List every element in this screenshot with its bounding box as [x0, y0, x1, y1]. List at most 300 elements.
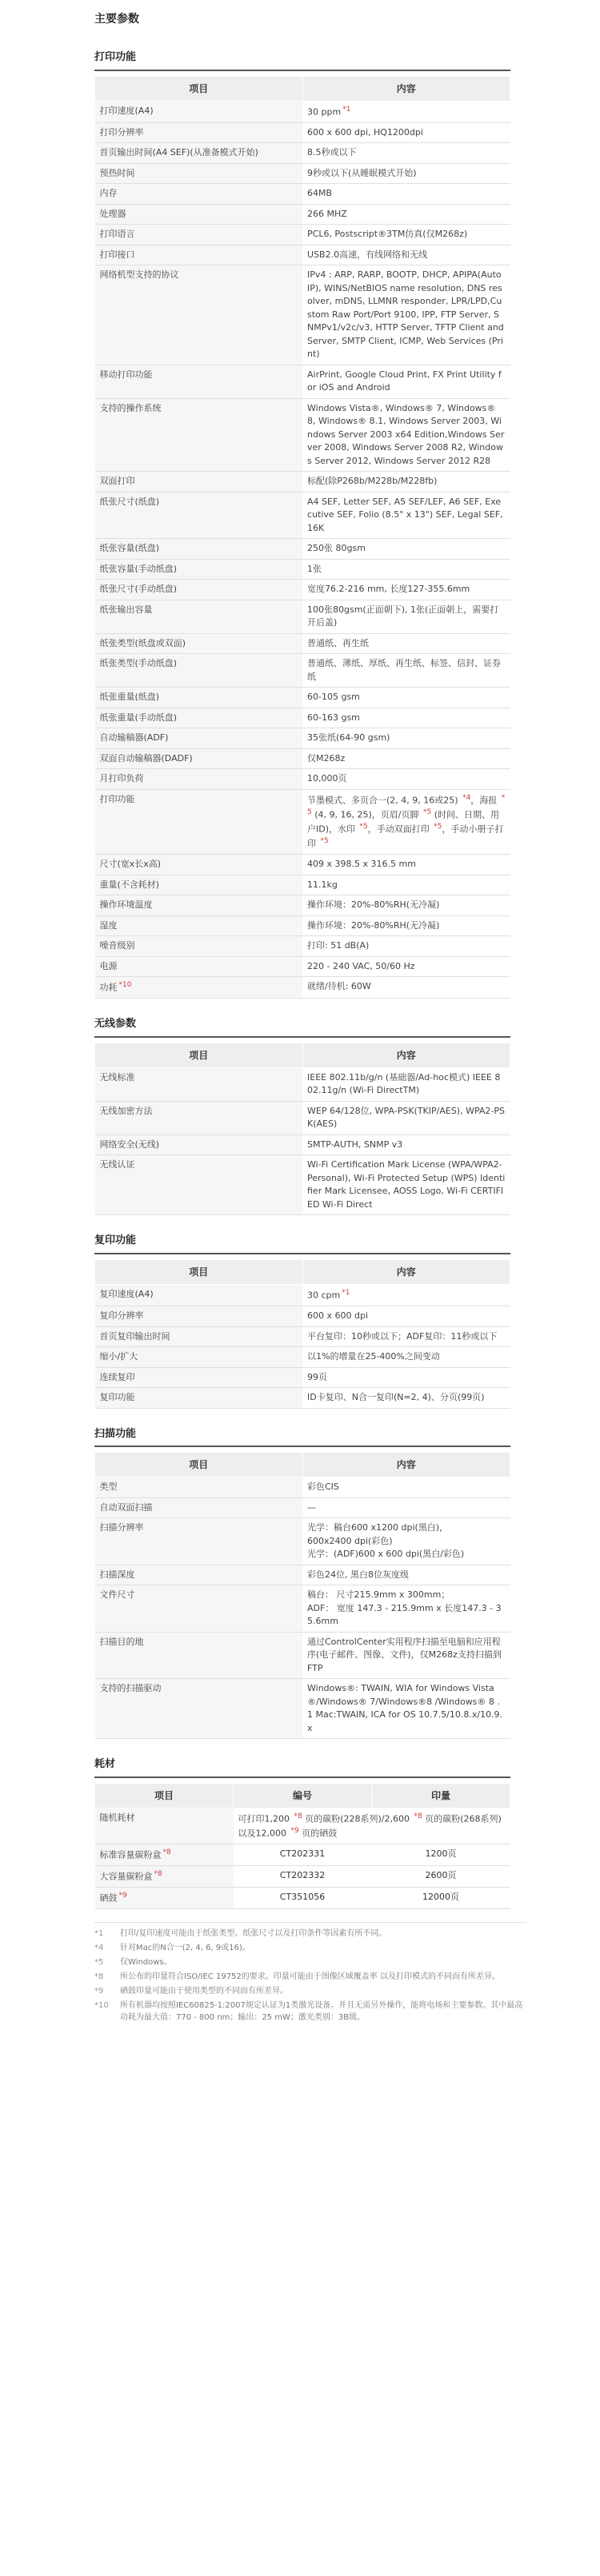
row-key-text: 支持的操作系统 — [99, 402, 162, 413]
table-row — [95, 875, 510, 895]
row-key-text: 复印速度(A4) — [99, 1288, 154, 1299]
row-value-text: PCL6, Postscript®3TM仿真(仅M268z) — [307, 229, 468, 240]
row-key — [95, 855, 303, 875]
row-value-text: 99页 — [307, 1371, 327, 1382]
table-row — [95, 1888, 510, 1909]
table-row — [95, 1155, 510, 1215]
row-value — [302, 365, 510, 398]
footnote-key: *5 — [94, 1958, 104, 1968]
footnote-key: *4 — [94, 1944, 104, 1953]
row-key-text: 纸张尺寸(纸盘) — [99, 496, 160, 507]
row-key — [95, 1585, 303, 1633]
row-key — [95, 559, 303, 580]
row-value-text: 60-105 gsm — [307, 692, 360, 703]
footnote-marker: *5 — [434, 822, 442, 831]
row-key-text: 纸张重量(纸盘) — [99, 692, 160, 703]
row-value — [302, 1497, 510, 1518]
row-value-text: ID卡复印、N合一复印(N=2, 4)、分页(99页) — [307, 1392, 485, 1403]
row-key-text: 扫描目的地 — [99, 1636, 144, 1647]
row-value — [302, 915, 510, 936]
table-row — [95, 398, 510, 472]
table-row — [95, 492, 510, 539]
row-key — [95, 1518, 303, 1565]
row-value — [302, 748, 510, 769]
row-value-text: 9秒或以下(从睡眠模式开始) — [307, 167, 417, 178]
row-value — [302, 1565, 510, 1585]
table-row — [95, 600, 510, 633]
footnote-marker: *1 — [342, 1288, 350, 1297]
row-key-text: 纸张容量(手动纸盘) — [99, 563, 178, 574]
table-row — [95, 748, 510, 769]
row-key-text: 尺寸(宽x长x高) — [99, 859, 162, 870]
table-row — [95, 789, 510, 855]
row-value — [302, 1632, 510, 1679]
table-head — [95, 1259, 510, 1284]
row-key — [95, 365, 303, 398]
footnote-item — [94, 1928, 526, 1940]
row-key-text: 湿度 — [99, 919, 118, 931]
row-value — [302, 895, 510, 916]
footnote-marker: *9 — [290, 1826, 299, 1835]
table-row — [95, 708, 510, 728]
footnote-marker: *5 — [359, 822, 368, 831]
row-value-text: 宽度76.2-216 mm, 长度127-355.6mm — [307, 584, 470, 595]
row-value-text: 600 x 600 dpi — [307, 1310, 369, 1322]
row-value: 节墨模式、多页合一(2, 4, 9, 16或25) $^{*4}$，海报 $^{*5}$ (4, 9, 16, 25)，页眉/页脚 $^{*5}$ (时间、日期、用户ID)，水印 $^{*5}$，手动双面打印 $^{*5}$，手动小册子打印 $^{*5}$ — [302, 789, 510, 855]
section-title: 扫描功能 — [94, 1426, 510, 1448]
row-key-text: 网络机型支持的协议 — [99, 269, 179, 281]
row-value — [302, 472, 510, 492]
table-row — [95, 1565, 510, 1585]
table-row — [95, 122, 510, 143]
row-value — [302, 708, 510, 728]
row-key — [95, 101, 303, 122]
row-key — [95, 977, 303, 999]
row-value — [302, 539, 510, 560]
row-value-text: A4 SEF, Letter SEF, A5 SEF/LEF, A6 SEF, Executive SEF, Folio (8.5" x 13") SEF, Legal SEF, 16K — [307, 496, 503, 533]
supplies-table — [94, 1783, 510, 1910]
row-value-text: 220 - 240 VAC, 50/60 Hz — [307, 960, 415, 971]
table-row — [95, 1679, 510, 1739]
table-body — [95, 101, 510, 999]
table-row — [95, 184, 510, 205]
footnote-text: 所有机器均按照IEC60825-1:2007规定认证为1类激光设备。并且无需另外操作，能将电场和主要参数。其中最高功耗为最大值：770 - 800 nm；输出：25 mW；激光类别：3B级。 — [120, 2001, 523, 2023]
row-value — [302, 1679, 510, 1739]
row-value — [302, 163, 510, 184]
row-key-text: 纸张重量(手动纸盘) — [99, 712, 178, 723]
row-key — [95, 1067, 303, 1101]
section-title: 复印功能 — [94, 1233, 510, 1254]
footnote-key: *10 — [94, 2001, 109, 2011]
row-key: 随机耗材 — [95, 1808, 234, 1844]
row-key — [95, 633, 303, 654]
row-key — [95, 143, 303, 164]
footnote-marker: *8 — [294, 1812, 302, 1820]
row-key — [95, 728, 303, 749]
footnote-marker: *1 — [342, 105, 351, 114]
row-value-text: IPv4 : ARP, RARP, BOOTP, DHCP, APIPA(Auto IP), WINS/NetBIOS name resolution, DNS resolver, mDNS, LLMNR responder, LPR/LPD,Custom Raw Port/Port 9100, IPP, FTP Server, SNMPv1/v2c/v3, HTTP Server, TFTP Client and Server, SMTP Client, ICMP, Web Services (Print) — [307, 269, 504, 360]
footnote-marker: *5 — [307, 793, 506, 816]
table-body — [95, 1067, 510, 1215]
table-header-row — [95, 1783, 510, 1808]
row-value-text: USB2.0高速，有线网络和无线 — [307, 249, 428, 260]
row-value — [302, 1388, 510, 1409]
table-row — [95, 855, 510, 875]
row-value — [302, 1134, 510, 1155]
row-key — [95, 1565, 303, 1585]
row-value — [302, 559, 510, 580]
row-value — [302, 1067, 510, 1101]
table-row — [95, 163, 510, 184]
row-value — [302, 492, 510, 539]
row-value — [302, 728, 510, 749]
row-value-text: 仅M268z — [307, 752, 346, 764]
row-key-text: 打印语言 — [99, 229, 135, 240]
table-row — [95, 1067, 510, 1101]
footnote-text: 针对Mac的N合一(2, 4, 6, 9或16)。 — [120, 1944, 250, 1953]
row-value-text: Wi-Fi Certification Mark License (WPA/WPA2-Personal), Wi-Fi Protected Setup (WPS) Identifier Mark Licensee, AOSS Logo, Wi-Fi CERTIFIED Wi-Fi Direct — [307, 1159, 506, 1210]
spec-section-print — [94, 50, 510, 999]
table-header-cell: 项目 — [95, 76, 303, 101]
footnote-key: *8 — [94, 1972, 104, 1982]
table-row — [95, 580, 510, 600]
row-value — [302, 143, 510, 164]
row-value-text: 35张纸(64-90 gsm) — [307, 732, 390, 744]
table-row — [95, 769, 510, 790]
table-header-cell: 内容 — [302, 76, 510, 101]
row-key-text: 处理器 — [99, 208, 126, 219]
row-value-text: 操作环境：20%-80%RH(无冷凝) — [307, 899, 440, 911]
row-yield: 2600页 — [372, 1866, 510, 1888]
row-key-text: 打印功能 — [99, 793, 135, 804]
row-key — [95, 265, 303, 365]
row-key — [95, 600, 303, 633]
row-value-text: 11.1kg — [307, 879, 338, 890]
row-key — [95, 398, 303, 472]
row-key — [95, 1134, 303, 1155]
table-row — [95, 1388, 510, 1409]
row-value-text: 409 x 398.5 x 316.5 mm — [307, 859, 416, 870]
row-code: CT202331 — [234, 1844, 372, 1865]
row-value — [302, 688, 510, 708]
footnote-key: *9 — [94, 1987, 104, 1996]
footnotes — [94, 1922, 526, 2024]
table-row — [95, 1497, 510, 1518]
table-row — [95, 977, 510, 999]
row-code: CT351056 — [234, 1888, 372, 1909]
table-row — [95, 365, 510, 398]
row-key — [95, 1101, 303, 1134]
row-key — [95, 225, 303, 245]
row-value — [302, 769, 510, 790]
row-value — [302, 580, 510, 600]
row-value-text: 30 ppm — [307, 106, 342, 118]
row-value-text: 操作环境：20%-80%RH(无冷凝) — [307, 919, 440, 931]
row-value-text: 100张80gsm(正面朝下), 1张(正面朝上，需要打开后盖) — [307, 604, 499, 628]
table-row — [95, 1844, 510, 1865]
row-key — [95, 245, 303, 265]
row-key-text: 无线标准 — [99, 1071, 135, 1083]
row-value-text: 打印: 51 dB(A) — [307, 940, 370, 951]
table-header-cell: 内容 — [302, 1453, 510, 1477]
row-yield: 1200页 — [372, 1844, 510, 1865]
row-key — [95, 1888, 234, 1909]
spec-section-scan — [94, 1426, 510, 1740]
table-row — [95, 1306, 510, 1327]
table-row — [95, 225, 510, 245]
table-row — [95, 472, 510, 492]
spec-sections — [0, 50, 600, 1739]
row-value — [302, 1585, 510, 1633]
row-key — [95, 875, 303, 895]
row-key-text: 操作环境温度 — [99, 899, 153, 911]
footnote-key: *1 — [94, 1929, 104, 1939]
table-row — [95, 245, 510, 265]
row-key-text: 月打印负荷 — [99, 773, 144, 784]
row-value — [302, 1367, 510, 1388]
row-value — [302, 225, 510, 245]
row-value-text: 稿台： 尺寸215.9mm x 300mm； ADF： 宽度 147.3 - 215.9mm x 长度147.3 - 35.6mm — [307, 1589, 502, 1627]
supplies-table-body — [95, 1808, 510, 1909]
row-key-text: 网络安全(无线) — [99, 1138, 160, 1150]
table-header-cell: 内容 — [302, 1043, 510, 1067]
row-value — [302, 855, 510, 875]
row-key — [95, 748, 303, 769]
row-code: CT202332 — [234, 1866, 372, 1888]
footnote-marker: *8 — [154, 1870, 162, 1879]
table-row — [95, 1367, 510, 1388]
row-value-text: 普通纸、薄纸、厚纸、再生纸、标签、信封、证券纸 — [307, 658, 501, 682]
row-value: 可打印1,200 $^{*8}$ 页的碳粉(228系列)/2,600 $^{*8}$ 页的碳粉(268系列)以及12,000 $^{*9}$ 页的硒鼓 — [234, 1808, 510, 1844]
row-value-text: 8.5秒或以下 — [307, 147, 357, 158]
row-yield: 12000页 — [372, 1888, 510, 1909]
row-key — [95, 1155, 303, 1215]
table-row — [95, 1585, 510, 1633]
row-value — [302, 398, 510, 472]
row-value-text: 标配(除P268b/M228b/M228fb) — [307, 476, 438, 487]
table-row — [95, 915, 510, 936]
row-value-text: 1张 — [307, 563, 322, 574]
table-head — [95, 1043, 510, 1067]
row-value — [302, 1101, 510, 1134]
row-key — [95, 1866, 234, 1888]
row-key — [95, 915, 303, 936]
row-key — [95, 895, 303, 916]
row-value-text: 30 cpm — [307, 1290, 341, 1301]
row-key-text: 纸张类型(手动纸盘) — [99, 658, 178, 669]
table-row — [95, 633, 510, 654]
table-row — [95, 101, 510, 122]
row-key — [95, 708, 303, 728]
table-row — [95, 956, 510, 977]
table-row — [95, 1134, 510, 1155]
table-row — [95, 654, 510, 688]
footnote-marker: *10 — [118, 981, 132, 990]
row-key — [95, 1477, 303, 1498]
row-value-text: 就绪/待机: 60W — [307, 981, 371, 992]
row-value-text: 10,000页 — [307, 773, 347, 784]
table-row — [95, 1477, 510, 1498]
spec-table — [94, 1259, 510, 1409]
table-header-row — [95, 76, 510, 101]
row-value — [302, 245, 510, 265]
row-value — [302, 875, 510, 895]
row-key-text: 缩小/扩大 — [99, 1351, 138, 1362]
row-value-text: 通过ControlCenter实用程序扫描至电脑和应用程序(电子邮件、图像、文件)，仅M268z支持扫描到FTP — [307, 1636, 502, 1673]
table-row — [95, 1518, 510, 1565]
row-key — [95, 936, 303, 957]
section-title: 打印功能 — [94, 50, 510, 71]
row-key-text: 标准容量碳粉盒 — [99, 1849, 162, 1860]
row-value-text: 光学：稿台600 x1200 dpi(黑白)， 600x2400 dpi(彩色) 光学：(ADF)600 x 600 dpi(黑白/彩色) — [307, 1522, 465, 1560]
row-value-text: Windows Vista®, Windows® 7, Windows® 8, Windows® 8.1, Windows Server 2003, Windows Server 2003 x64 Edition,Windows Server 2008, Windows Server 2008 R2, Windows Server 2012, Windows Server 2012 R28 — [307, 402, 505, 466]
row-key — [95, 539, 303, 560]
row-value — [302, 1326, 510, 1347]
row-key-text: 纸张输出容量 — [99, 604, 153, 615]
row-key — [95, 1347, 303, 1368]
row-key-text: 电源 — [99, 960, 118, 971]
table-row — [95, 1326, 510, 1347]
row-key-text: 功耗 — [99, 982, 118, 993]
row-key — [95, 472, 303, 492]
row-key-text: 无线加密方法 — [99, 1105, 153, 1116]
row-key-text: 自动输稿器(ADF) — [99, 732, 169, 744]
table-row — [95, 895, 510, 916]
row-value — [302, 1306, 510, 1327]
row-value — [302, 633, 510, 654]
table-header-row — [95, 1259, 510, 1284]
row-key — [95, 1306, 303, 1327]
row-value — [302, 1155, 510, 1215]
row-value — [302, 977, 510, 999]
row-value — [302, 204, 510, 225]
table-row — [95, 1101, 510, 1134]
row-key — [95, 184, 303, 205]
table-header-cell: 项目 — [95, 1043, 303, 1067]
footnote-text: 仅Windows。 — [120, 1958, 172, 1968]
row-key — [95, 1284, 303, 1306]
row-key — [95, 122, 303, 143]
row-value-text: — — [307, 1501, 316, 1513]
table-header-cell: 项目 — [95, 1453, 303, 1477]
row-value — [302, 654, 510, 688]
row-value — [302, 936, 510, 957]
row-key — [95, 956, 303, 977]
row-value — [302, 1518, 510, 1565]
row-key-text: 无线认证 — [99, 1159, 135, 1170]
row-key-text: 首页复印输出时间 — [99, 1330, 170, 1342]
row-key — [95, 1632, 303, 1679]
row-key-text: 纸张容量(纸盘) — [99, 543, 160, 554]
table-row — [95, 559, 510, 580]
row-key-text: 扫描分辨率 — [99, 1522, 144, 1533]
row-key — [95, 769, 303, 790]
table-row — [95, 204, 510, 225]
table-row-random-supplies — [95, 1808, 510, 1844]
header-code: 编号 — [234, 1783, 372, 1808]
row-value-text: 普通纸、再生纸 — [307, 637, 369, 648]
table-row — [95, 1632, 510, 1679]
table-row — [95, 1284, 510, 1306]
footnote-text: 所公布的印量符合ISO/IEC 19752的要求。印量可能由于图像区域覆盖率 以及打印模式的不同而有所差异。 — [120, 1972, 500, 1982]
row-value-text: 以1%的增量在25-400%之间变动 — [307, 1351, 440, 1362]
spec-table — [94, 1043, 510, 1216]
row-value — [302, 1284, 510, 1306]
footnote-item — [94, 2000, 526, 2024]
row-key — [95, 654, 303, 688]
row-value — [302, 1347, 510, 1368]
spec-section-wireless — [94, 1016, 510, 1215]
row-key-text: 预热时间 — [99, 167, 135, 178]
footnote-marker: *4 — [462, 793, 471, 802]
row-key-text: 内存 — [99, 188, 118, 199]
row-key-text: 噪音级别 — [99, 940, 135, 951]
row-value — [302, 265, 510, 365]
row-value-text: AirPrint, Google Cloud Print, FX Print Utility for iOS and Android — [307, 369, 502, 393]
row-key-text: 纸张尺寸(手动纸盘) — [99, 584, 178, 595]
row-key-text: 支持的扫描驱动 — [99, 1683, 162, 1694]
section-title: 耗材 — [94, 1757, 510, 1778]
row-key-text: 复印分辨率 — [99, 1310, 144, 1322]
table-header-cell: 项目 — [95, 1259, 303, 1284]
table-row — [95, 728, 510, 749]
row-key-text: 移动打印功能 — [99, 369, 153, 380]
table-row — [95, 1866, 510, 1888]
row-value-text: Windows®: TWAIN, WIA for Windows Vista®/Windows® 7/Windows®8 /Windows® 8 .1 Mac:TWAIN, ICA for OS 10.7.5/10.8.x/10.9.x — [307, 1683, 503, 1733]
row-value-text: WEP 64/128位, WPA-PSK(TKIP/AES), WPA2-PSK(AES) — [307, 1105, 506, 1130]
table-header-cell: 内容 — [302, 1259, 510, 1284]
header-item: 项目 — [95, 1783, 234, 1808]
spec-section-copy — [94, 1233, 510, 1408]
row-value — [302, 1477, 510, 1498]
row-value-text: 64MB — [307, 188, 333, 199]
row-key-text: 打印分辨率 — [99, 126, 144, 138]
row-key — [95, 1497, 303, 1518]
row-key — [95, 1367, 303, 1388]
row-value-text: 266 MHZ — [307, 208, 347, 219]
footnote-text: 打印/复印速度可能由于纸张类型、纸张尺寸以及打印条件等因素有所不同。 — [120, 1929, 387, 1939]
footnote-marker: *9 — [118, 1892, 127, 1900]
footnote-marker: *5 — [423, 807, 432, 816]
row-key-text: 纸张类型(纸盘或双面) — [99, 637, 186, 648]
row-key-text: 打印速度(A4) — [99, 105, 154, 116]
row-key-text: 文件尺寸 — [99, 1589, 135, 1601]
spec-table — [94, 1452, 510, 1739]
row-key — [95, 688, 303, 708]
footnote-marker: *8 — [162, 1848, 171, 1856]
table-header-row — [95, 1453, 510, 1477]
row-key — [95, 204, 303, 225]
header-yield: 印量 — [372, 1783, 510, 1808]
row-value — [302, 184, 510, 205]
row-key — [95, 1388, 303, 1409]
footnote-item — [94, 1956, 526, 1968]
table-head — [95, 1453, 510, 1477]
footnote-marker: *8 — [414, 1812, 422, 1820]
footnote-item — [94, 1985, 526, 1997]
row-value-text: 彩色24位, 黑白8位灰度级 — [307, 1569, 409, 1580]
supplies-section — [94, 1757, 510, 1909]
table-row — [95, 265, 510, 365]
footnote-marker: *5 — [320, 837, 329, 846]
table-row — [95, 688, 510, 708]
row-key-text: 扫描深度 — [99, 1569, 135, 1580]
row-value-text: IEEE 802.11b/g/n (基础器/Ad-hoc模式) IEEE 802.11g/n (Wi-Fi DirectTM) — [307, 1071, 501, 1096]
page-title: 主要参数 — [94, 13, 139, 26]
row-value-text: 平台复印：10秒或以下；ADF复印：11秒或以下 — [307, 1330, 498, 1342]
footnote-item — [94, 1942, 526, 1954]
table-row — [95, 143, 510, 164]
